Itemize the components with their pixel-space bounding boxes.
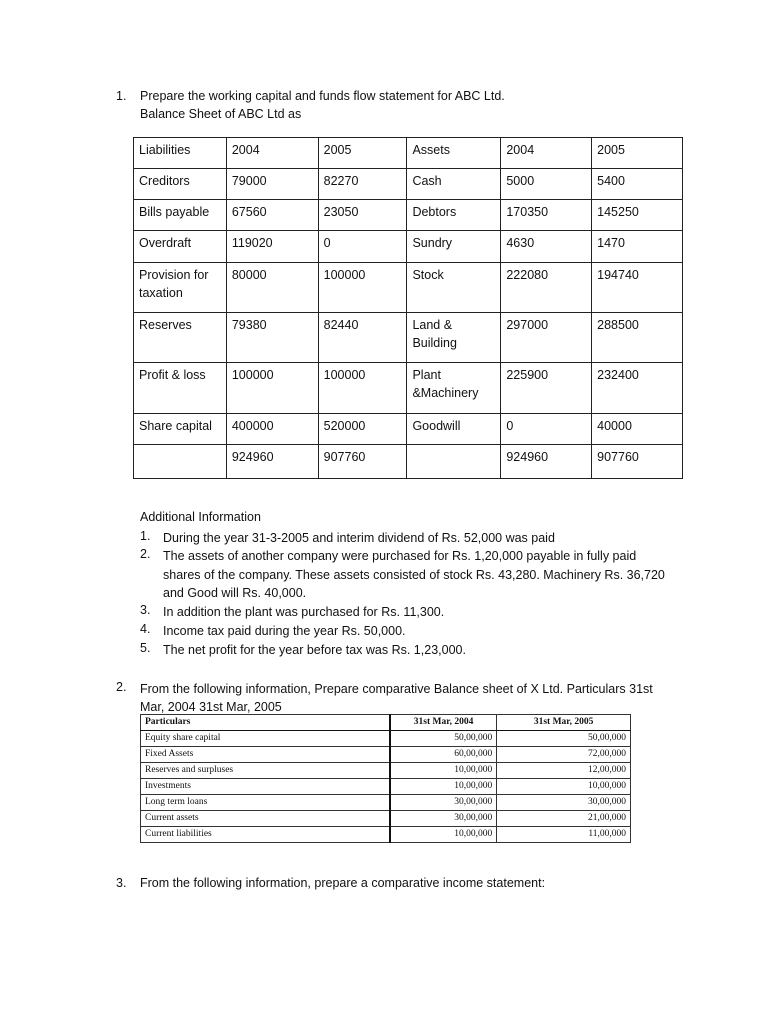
table-cell: 50,00,000 <box>497 731 631 747</box>
table-cell: 400000 <box>226 414 318 445</box>
table-cell: 222080 <box>501 263 592 313</box>
table-cell: 297000 <box>501 313 592 363</box>
table-row <box>134 363 683 414</box>
table-cell: 100000 <box>318 363 407 414</box>
table-cell: Land & Building <box>407 313 501 363</box>
table-cell: 12,00,000 <box>497 763 631 779</box>
table-cell: Share capital <box>134 414 227 445</box>
table-cell <box>134 445 227 479</box>
table-cell: 10,00,000 <box>390 779 497 795</box>
table-cell: Long term loans <box>141 795 390 811</box>
table-cell: 23050 <box>318 200 407 231</box>
table-cell: Reserves and surpluses <box>141 763 390 779</box>
table-cell: 67560 <box>226 200 318 231</box>
table-cell: 79000 <box>226 169 318 200</box>
table-cell: 79380 <box>226 313 318 363</box>
list-item: During the year 31-3-2005 and interim dividend of Rs. 52,000 was paid <box>163 531 555 545</box>
table-row <box>134 200 683 231</box>
q1-title: Prepare the working capital and funds flow statement for ABC Ltd. <box>140 89 505 103</box>
table-row <box>141 763 631 779</box>
list-item: The net profit for the year before tax was Rs. 1,23,000. <box>163 643 466 657</box>
table-cell: 100000 <box>226 363 318 414</box>
q3-title: From the following information, prepare a comparative income statement: <box>140 876 546 890</box>
table-header-row <box>141 715 631 731</box>
table-cell: 119020 <box>226 231 318 263</box>
table-cell: 2005 <box>318 138 407 169</box>
table-row <box>141 747 631 763</box>
table-cell: 31st Mar, 2005 <box>497 715 631 731</box>
table-cell: 80000 <box>226 263 318 313</box>
table-cell: Current assets <box>141 811 390 827</box>
q3-number: 3. <box>116 876 127 890</box>
table-cell: Plant &Machinery <box>407 363 501 414</box>
list-item: In addition the plant was purchased for Rs. 11,300. <box>163 605 445 619</box>
table-row <box>141 779 631 795</box>
table-cell: 30,00,000 <box>497 795 631 811</box>
table-cell: Fixed Assets <box>141 747 390 763</box>
additional-heading: Additional Information <box>140 510 261 524</box>
list-number: 2. <box>140 547 151 561</box>
table-cell: 82440 <box>318 313 407 363</box>
table-cell: Overdraft <box>134 231 227 263</box>
table-cell: 0 <box>318 231 407 263</box>
table-cell: Reserves <box>134 313 227 363</box>
table-cell: 30,00,000 <box>390 811 497 827</box>
table-cell: 232400 <box>592 363 683 414</box>
table-cell: Sundry <box>407 231 501 263</box>
table-cell <box>407 445 501 479</box>
table-cell: 225900 <box>501 363 592 414</box>
table-cell: Assets <box>407 138 501 169</box>
table-cell: 170350 <box>501 200 592 231</box>
table-cell: 40000 <box>592 414 683 445</box>
list-number: 3. <box>140 603 151 617</box>
table-cell: Debtors <box>407 200 501 231</box>
table-row <box>134 231 683 263</box>
table-cell: 2004 <box>501 138 592 169</box>
table-cell: 288500 <box>592 313 683 363</box>
table-cell: 10,00,000 <box>390 763 497 779</box>
table-cell: 50,00,000 <box>390 731 497 747</box>
table-cell: 100000 <box>318 263 407 313</box>
table-row <box>141 827 631 843</box>
table-cell: Particulars <box>141 715 390 731</box>
table-cell: Creditors <box>134 169 227 200</box>
table-row <box>141 731 631 747</box>
table-cell: 5000 <box>501 169 592 200</box>
q1-subtitle: Balance Sheet of ABC Ltd as <box>140 107 302 121</box>
table-cell: 11,00,000 <box>497 827 631 843</box>
table-row <box>141 795 631 811</box>
table-cell: Bills payable <box>134 200 227 231</box>
table-cell: Cash <box>407 169 501 200</box>
table-row <box>134 313 683 363</box>
table-cell: 10,00,000 <box>497 779 631 795</box>
table-cell: 907760 <box>318 445 407 479</box>
table-cell: Liabilities <box>134 138 227 169</box>
table-cell: Investments <box>141 779 390 795</box>
list-item: The assets of another company were purchased for Rs. 1,20,000 payable in fully paid shares of the company. These assets consisted of stock Rs. 43,280. Machinery Rs. 36,720 and Good will Rs. 40,000. <box>163 549 665 600</box>
table-cell: 2005 <box>592 138 683 169</box>
table-cell: 5400 <box>592 169 683 200</box>
table-header-row <box>134 138 683 169</box>
table-cell: 2004 <box>226 138 318 169</box>
table-cell: 30,00,000 <box>390 795 497 811</box>
table-cell: Stock <box>407 263 501 313</box>
table-cell: Equity share capital <box>141 731 390 747</box>
table-row <box>134 414 683 445</box>
table-cell: 10,00,000 <box>390 827 497 843</box>
table-cell: 924960 <box>501 445 592 479</box>
table-cell: Profit & loss <box>134 363 227 414</box>
table-cell: 924960 <box>226 445 318 479</box>
table-row <box>141 811 631 827</box>
table-cell: 1470 <box>592 231 683 263</box>
table-cell: 72,00,000 <box>497 747 631 763</box>
table-cell: Current liabilities <box>141 827 390 843</box>
q1-number: 1. <box>116 89 127 103</box>
list-item: Income tax paid during the year Rs. 50,000. <box>163 624 406 638</box>
comparative-balance-table <box>140 714 631 843</box>
list-number: 5. <box>140 641 151 655</box>
table-cell: 907760 <box>592 445 683 479</box>
table-cell: 0 <box>501 414 592 445</box>
list-number: 4. <box>140 622 151 636</box>
table-cell: 520000 <box>318 414 407 445</box>
q2-number: 2. <box>116 680 127 694</box>
table-cell: 60,00,000 <box>390 747 497 763</box>
table-row <box>134 169 683 200</box>
table-cell: Goodwill <box>407 414 501 445</box>
table-cell: 4630 <box>501 231 592 263</box>
q2-title: From the following information, Prepare comparative Balance sheet of X Ltd. Particulars 31st Mar, 2004 31st Mar, 2005 <box>140 682 653 714</box>
table-cell: 194740 <box>592 263 683 313</box>
table-cell: 82270 <box>318 169 407 200</box>
balance-sheet-table <box>133 137 683 479</box>
table-cell: Provision for taxation <box>134 263 227 313</box>
list-number: 1. <box>140 529 151 543</box>
table-cell: 31st Mar, 2004 <box>390 715 497 731</box>
table-row <box>134 263 683 313</box>
table-cell: 145250 <box>592 200 683 231</box>
table-row <box>134 445 683 479</box>
table-cell: 21,00,000 <box>497 811 631 827</box>
